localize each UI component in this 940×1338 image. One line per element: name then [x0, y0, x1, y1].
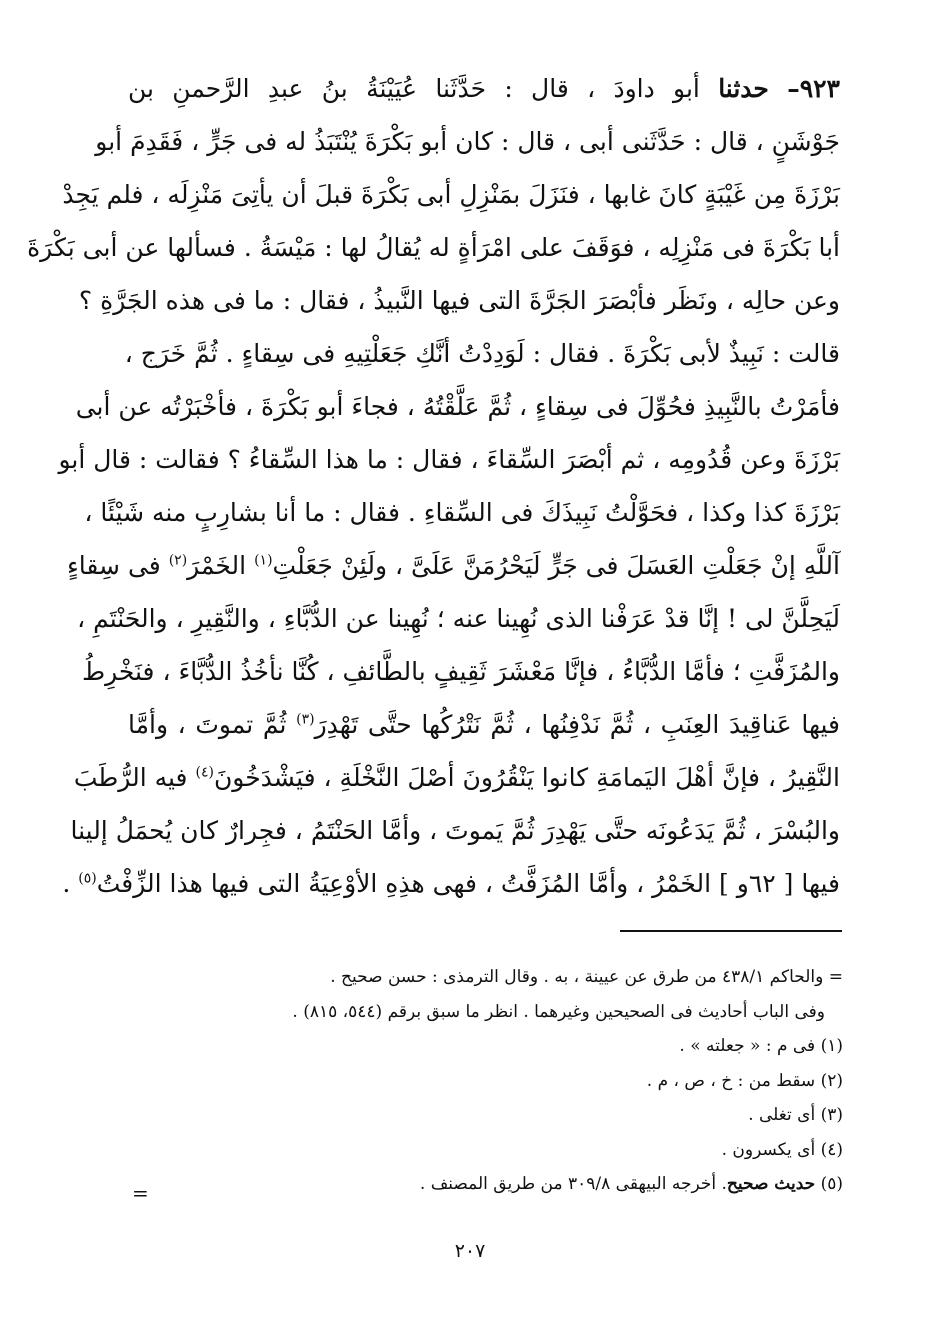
text-line: بَرْزَةَ وعن قُدُومِه ، ثم أبْصَرَ السِّقاءَ ، فقال : ما هذا السِّقاءُ ؟ فقالت : قال أبو — [58, 445, 840, 474]
footnote-line: = والحاكم ٤٣٨/١ من طرق عن عيينة ، به . وقال الترمذى : حسن صحيح . — [330, 967, 843, 987]
text-line-content: فى سِقاءٍ — [67, 551, 169, 580]
footnote-number: (٥) — [815, 1174, 843, 1194]
footnotes — [128, 960, 843, 1202]
footnote-grade: حديث صحيح — [726, 1174, 816, 1194]
text-line — [67, 539, 840, 592]
footnote-line: وفى الباب أحاديث فى الصحيحين وغيرهما . انظر ما سبق برقم (٥٤٤، ٨١٥) . — [292, 1001, 825, 1022]
text-line — [128, 698, 840, 751]
text-line-content: آللَّهِ إنْ جَعَلْتِ العَسَلَ فى جَرٍّ لَيَحْرُمَنَّ عَلَىَّ ، ولَئِنْ جَعَلْتِ — [272, 551, 840, 580]
text-line: فأمَرْتُ بالنَّبِيذِ فحُوِّلَ فى سِقاءٍ ، ثُمَّ عَلَّقْتُهُ ، فجاءَ أبو بَكْرَةَ ، فأخْبَرْتُه عن أبى — [75, 392, 840, 421]
footnote-ref-2: (٢) — [168, 552, 188, 569]
text-line: قالت : نَبِيذٌ لأبى بَكْرَةَ . فقال : لَوَدِدْتُ أنَّكِ جَعَلْتِيهِ فى سِقاءٍ . ثُمَّ خَرَج ، — [124, 339, 840, 368]
text-line: وعن حالِه ، ونَظَر فأبْصَرَ الجَرَّةَ التى فيها النَّبيذُ ، فقال : ما فى هذه الجَرَّةِ ؟ — [78, 286, 840, 315]
text-line-content: فيه الرُّطَبَ — [73, 763, 196, 792]
text-line: بَرْزَةَ كذا وكذا ، فحَوَّلْتُ نَبِيذَكَ فى السِّقاءِ . فقال : ما أنا بشارِبٍ منه شَيْئًا ، — [84, 498, 840, 527]
footnote-divider — [620, 930, 842, 932]
text-line-content: . — [62, 869, 79, 898]
hadith-number: ٩٢٣– — [787, 74, 840, 103]
footnote-ref-3: (٣) — [296, 711, 315, 728]
text-line-content: أبو داودَ ، قال : حَدَّثَنا عُيَيْنَةُ بنُ عبدِ الرَّحمنِ بن — [128, 74, 719, 103]
text-line: لَيَحِلَّنَّ لى ! إنَّا قدْ عَرَفْنا الذى نُهِينا عنه ؛ نُهِينا عن الدُّبَّاءِ ، والنَّقِيرِ ، والحَنْتَمِ ، — [77, 604, 840, 633]
text-line-content: فيها عَناقِيدَ العِنَبِ ، ثُمَّ نَدْفِنُها ، ثُمَّ نَتْرُكُها حتَّى تَهْدِرَ — [314, 710, 840, 739]
footnote-line — [128, 1167, 843, 1202]
text-line: أبا بَكْرَةَ فى مَنْزِلِه ، فوَقَفَ على امْرَأةٍ له يُقالُ لها : مَيْسَةُ . فسألها عن أبى بَكْرَةَ — [27, 233, 840, 262]
hadith-lead-word: حدثنا — [718, 74, 769, 103]
text-line-content: النَّقِيرُ ، فإنَّ أهْلَ اليَمامَةِ كانوا يَنْقُرُونَ أصْلَ النَّخْلَةِ ، فيَشْدَخُونَ — [213, 763, 840, 792]
footnote-ref-5: (٥) — [78, 870, 97, 887]
text-line: جَوْشَنٍ ، قال : حَدَّثَنى أبى ، قال : كان أبو بَكْرَةَ يُنْتَبَذُ له فى جَرٍّ ، فَقَدِمَ أبو — [95, 127, 840, 156]
text-line — [128, 62, 840, 115]
text-line: بَرْزَةَ مِن غَيْبَةٍ كانَ غابها ، فنَزَلَ بمَنْزِلِ أبى بَكْرَةَ قبلَ أن يأتِىَ مَنْزِلَه ، فلم يَجِدْ — [62, 180, 840, 209]
footnote-line: (١) فى م : « جعلته » . — [679, 1036, 843, 1056]
footnote-line: (٢) سقط من : خ ، ص ، م . — [646, 1070, 843, 1091]
text-line-content: فيها [ ٦٢و ] الخَمْرُ ، وأمَّا المُزَفَّتُ ، فهى هذِهِ الأوْعِيَةُ التى فيها هذا الزِّفْتُ — [96, 869, 840, 898]
hadith-text — [27, 62, 840, 910]
footnote-text: . أخرجه البيهقى ٣٠٩/٨ من طريق المصنف . — [419, 1174, 727, 1194]
footnote-line: (٣) أى تغلى . — [748, 1105, 843, 1125]
text-line — [62, 857, 840, 910]
page-number: ٢٠٧ — [454, 1240, 486, 1262]
footnote-line: (٤) أى يكسرون . — [721, 1139, 843, 1160]
text-line — [73, 751, 840, 804]
text-line: والمُزَفَّتِ ؛ فأمَّا الدُّبَّاءُ ، فإنَّا مَعْشَرَ ثَقِيفٍ بالطَّائفِ ، كُنَّا نأخُذُ الدُّبَّاءَ ، فنَخْرِطُ — [81, 657, 840, 686]
text-line-content: ثُمَّ تموتَ ، وأمَّا — [128, 710, 297, 739]
text-line-content: الخَمْرَ — [187, 551, 255, 580]
footnote-ref-4: (٤) — [195, 764, 214, 781]
footnote-ref-1: (١) — [254, 552, 273, 569]
text-line: والبُسْرَ ، ثُمَّ يَدَعُونَه حتَّى يَهْدِرَ ثُمَّ يَموتَ ، وأمَّا الحَنْتَمُ ، فجِرارٌ كان يُحمَلُ إلينا — [70, 816, 840, 845]
continuation-mark: = — [132, 1181, 149, 1205]
